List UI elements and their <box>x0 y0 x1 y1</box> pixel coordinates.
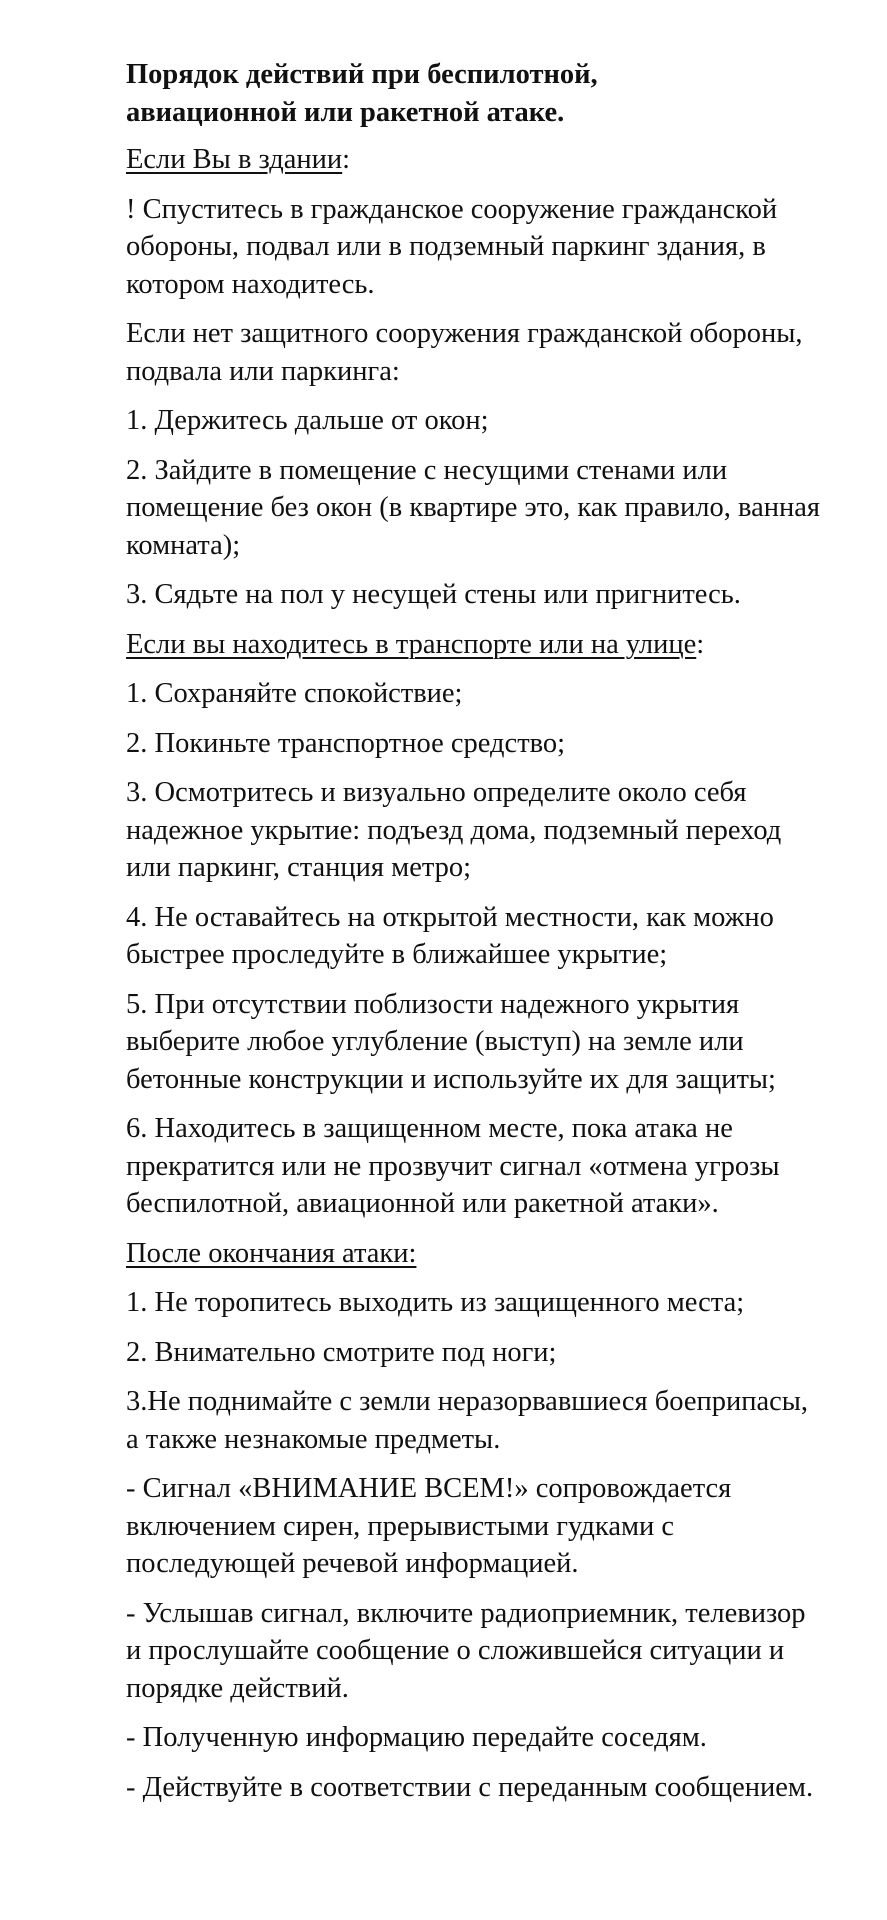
note-paragraph: - Действуйте в соответствии с переданным сообщением. <box>126 1771 814 1803</box>
heading-suffix: : <box>696 628 705 660</box>
list-item: 2. Зайдите в помещение с несущими стенами или помещение без окон (в квартире это, как правило, ванная комната); <box>126 454 820 561</box>
list-item: 2. Внимательно смотрите под ноги; <box>126 1336 557 1368</box>
list-item: 6. Находитесь в защищенном месте, пока атака не прекратится или не прозвучит сигнал «отмена угрозы беспилотной, авиационной или ракетной атаки». <box>126 1113 780 1219</box>
list-item: 1. Держитесь дальше от окон; <box>126 405 489 436</box>
list-item: 3.Не поднимайте с земли неразорвавшиеся боеприпасы, а также незнакомые предметы. <box>126 1386 809 1455</box>
list-item: 3. Осмотритесь и визуально определите около себя надежное укрытие: подъезд дома, подземный переход или паркинг, станция метро; <box>126 777 782 883</box>
list-item: 1. Сохраняйте спокойствие; <box>126 678 463 709</box>
list-item: 4. Не оставайтесь на открытой местности, как можно быстрее проследуйте в ближайшее укрытие; <box>126 901 774 970</box>
building-intro-paragraph: ! Спуститесь в гражданское сооружение гражданской обороны, подвал или в подземный паркинг здания, в котором находитесь. <box>126 193 778 300</box>
note-paragraph: - Услышав сигнал, включите радиоприемник, телевизор и прослушайте сообщение о сложившейся ситуации и порядке действий. <box>126 1597 806 1704</box>
list-item: 3. Сядьте на пол у несущей стены или пригнитесь. <box>126 579 741 610</box>
section-heading-after-attack-text: После окончания атаки: <box>126 1237 417 1269</box>
section-heading-building <box>126 141 826 179</box>
building-condition-paragraph: Если нет защитного сооружения гражданской обороны, подвала или паркинга: <box>126 318 803 387</box>
section-heading-street <box>126 626 826 664</box>
list-item: 1. Не торопитесь выходить из защищенного места; <box>126 1287 745 1318</box>
list-item: 2. Покиньте транспортное средство; <box>126 727 566 759</box>
list-item: 5. При отсутствии поблизости надежного укрытия выберите любое углубление (выступ) на земле или бетонные конструкции и используйте их для защиты; <box>126 988 776 1095</box>
section-heading-street-text: Если вы находитесь в транспорте или на улице <box>126 628 697 660</box>
title-line-2: авиационной или ракетной атаке. <box>126 96 565 128</box>
section-heading-after-attack <box>126 1235 826 1273</box>
note-paragraph: - Сигнал «ВНИМАНИЕ ВСЕМ!» сопровождается включением сирен, прерывистыми гудками с последующей речевой информацией. <box>126 1473 732 1579</box>
document-title <box>126 56 826 131</box>
document-page <box>126 56 826 1818</box>
heading-suffix: : <box>342 144 351 175</box>
title-line-1: Порядок действий при беспилотной, <box>126 59 598 90</box>
note-paragraph: - Полученную информацию передайте соседям. <box>126 1722 707 1753</box>
section-heading-building-text: Если Вы в здании <box>126 144 343 175</box>
